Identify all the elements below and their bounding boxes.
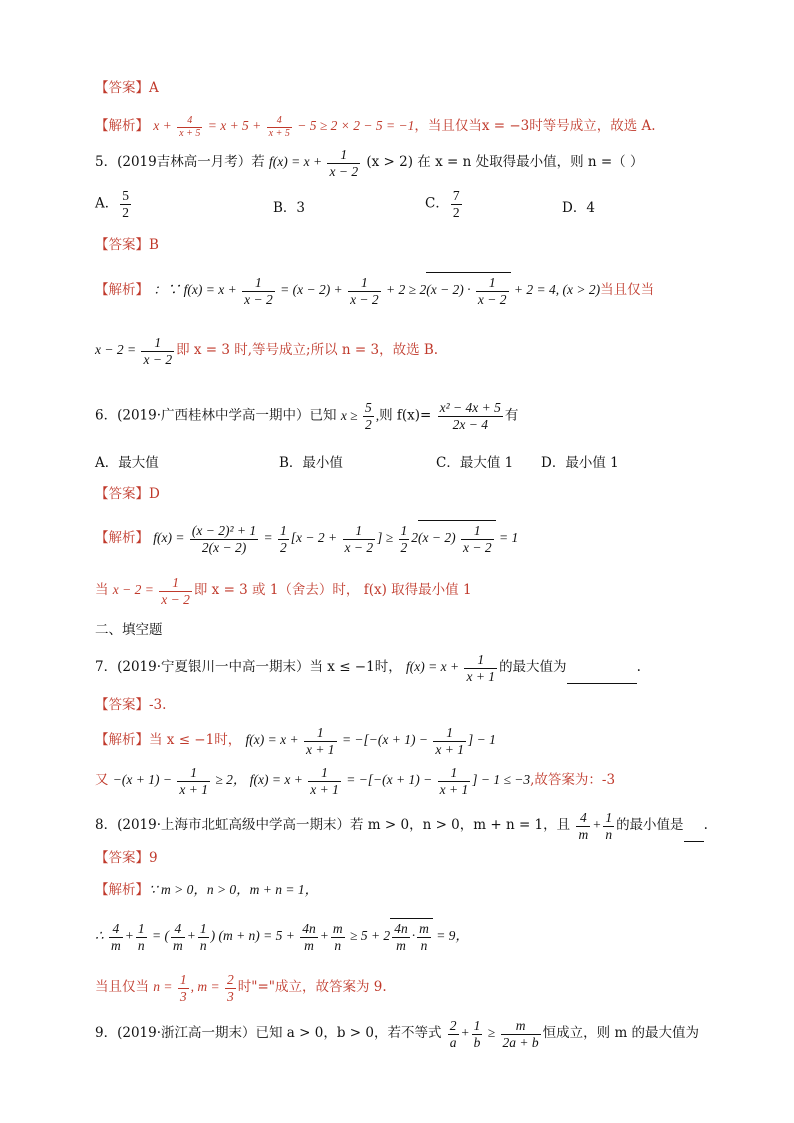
q5-answer — [95, 237, 704, 253]
analysis-tag: 【解析】 — [95, 530, 149, 547]
q5-options — [95, 188, 704, 228]
analysis-tag: 【解析】 — [95, 882, 149, 898]
q6-equality: x − 2 = $\frac{1}{x - 2}$ — [112, 575, 190, 607]
answer-value: -3. — [149, 697, 167, 713]
q6-function: $\frac{\text{x² − 4x + 5}}{2x - 4}$ — [439, 400, 501, 432]
q5-option-c: C． $\frac{7}{2}$ — [425, 188, 460, 220]
q6-derivation: f(x) = $\frac{\text{(x − 2)² + 1}}{2(x - 2)}$ = $\frac{1}{2}$ [x − 2 + $\frac{1}{x - 2}$ ] ≥ $\frac{1}{2}$ 2(x − 2) $\frac{1}{x - 2}$ = 1 — [153, 530, 518, 545]
answer-tag: 【答案】 — [95, 80, 149, 96]
q6-options — [95, 455, 704, 475]
answer-tag: 【答案】 — [95, 850, 149, 866]
q6-line2-prefix: 当 — [95, 582, 109, 599]
q8-stem-prefix: 8．(2019·上海市北虹高级中学高一期末）若 m > 0，n > 0，m + n = 1，且 — [95, 817, 571, 834]
q5-equality: x − 2 = $\frac{1}{x - 2}$ — [95, 335, 173, 367]
answer-value: D — [149, 486, 160, 502]
q4-answer — [95, 80, 704, 96]
q8-stem: 8．(2019·上海市北虹高级中学高一期末）若 m > 0，n > 0，m + n = 1，且 $\frac{4}{m}$ + $\frac{1}{n}$ 的最小值是 . — [95, 810, 708, 842]
q9-stem — [95, 1018, 704, 1050]
q7-derivation1: f(x) = x + $\frac{1}{x + 1}$ = −[−(x + 1) − $\frac{1}{x + 1}$ ] − 1 — [245, 725, 496, 757]
analysis-tag: 【解析】 — [95, 118, 149, 135]
q9-stem-prefix: 9．(2019·浙江高一期末）已知 a > 0，b > 0，若不等式 — [95, 1025, 442, 1042]
q5-analysis-line2 — [95, 335, 704, 367]
q8-line3-tail: 时"="成立，故答案为 9. — [237, 979, 387, 996]
q7-analysis-prefix: 当 x ≤ −1时， — [149, 732, 242, 749]
q4-formula: x + $\frac{4}{x + 5}$ = x + 5 + $\frac{4}{x + 5}$ − 5 ≥ 2 × 2 − 5 = −1 — [153, 115, 415, 139]
q5-analysis-tail2: 即 x = 3 时,等号成立;所以 n = 3，故选 B. — [176, 342, 439, 359]
q9-stem-tail: 恒成立，则 m 的最大值为 — [542, 1025, 700, 1042]
q7-analysis-line2 — [95, 765, 704, 797]
analysis-tag: 【解析】 — [95, 732, 149, 749]
answer-value: B — [149, 237, 159, 253]
q6-line2-tail: 即 x = 3 或 1（舍去）时， f(x) 取得最小值 1 — [193, 582, 472, 599]
q6-option-b: B．最小值 — [279, 455, 343, 471]
q8-analysis-line1-text: ∵ m > 0，n > 0，m + n = 1， — [149, 882, 319, 897]
q5-option-b: B．3 — [273, 200, 306, 216]
q8-stem-tail: 的最小值是 — [616, 817, 684, 834]
q6-option-c: C．最大值 1 — [436, 455, 514, 471]
analysis-tag: 【解析】 — [95, 282, 149, 299]
q8-analysis-line2 — [95, 918, 704, 953]
q9-inequality: $\frac{2}{a}$ + $\frac{1}{b}$ ≥ $\frac{m}{2a + b}$ — [449, 1018, 539, 1050]
q6-analysis-line2 — [95, 575, 704, 607]
q8-analysis-line3 — [95, 972, 704, 1004]
q7-function: f(x) = x + $\frac{1}{x + 1}$ — [406, 652, 496, 684]
q6-answer — [95, 486, 704, 502]
q6-stem-mid: 则 f(x)= — [379, 407, 432, 424]
answer-value: 9 — [149, 850, 158, 866]
answer-tag: 【答案】 — [95, 697, 149, 713]
q6-analysis-line1 — [95, 520, 704, 555]
q7-stem-prefix: 7．(2019·宁夏银川一中高一期末）当 x ≤ −1时， — [95, 659, 402, 676]
q6-stem — [95, 400, 704, 432]
q5-function: f(x) = x + $\frac{1}{x - 2}$ — [269, 147, 359, 179]
q5-option-a: A． $\frac{5}{2}$ — [95, 188, 129, 220]
q8-expression: $\frac{4}{m}$ + $\frac{1}{n}$ — [578, 810, 613, 842]
answer-tag: 【答案】 — [95, 486, 149, 502]
answer-blank[interactable] — [684, 827, 704, 842]
q4-analysis — [95, 115, 704, 139]
q5-stem-prefix: 5．(2019吉林高一月考）若 — [95, 154, 265, 171]
q5-stem-mid: (x > 2) 在 x = n 处取得最小值，则 n =（ ） — [366, 154, 644, 171]
q8-derivation: ∴ $\frac{4}{m}$ + $\frac{1}{n}$ = ( $\frac{4}{m}$ + $\frac{1}{n}$ ) (m + n) = 5 + $\frac{4n}{m}$ + $\frac{m}{n}$ ≥ 5 + 2 $\frac{4n}{m}$ · $\frac{m}{n}$ = 9， — [95, 928, 469, 943]
q5-option-d: D．4 — [562, 200, 595, 216]
q7-line2-prefix: 又 — [95, 772, 109, 789]
section-title: 二、填空题 — [95, 622, 163, 638]
q8-analysis-line1 — [95, 882, 704, 898]
q8-equality: n = $\frac{1}{3}$ , m = $\frac{2}{3}$ — [153, 972, 234, 1004]
q7-line2-tail: ,故答案为：-3 — [530, 772, 616, 789]
q4-analysis-tail: ，当且仅当x = −3时等号成立，故选 A. — [414, 118, 656, 135]
q6-option-d: D．最小值 1 — [541, 455, 619, 471]
answer-tag: 【答案】 — [95, 237, 149, 253]
q8-line3-prefix: 当且仅当 — [95, 979, 149, 996]
answer-value: A — [149, 80, 159, 96]
q7-stem: 7．(2019·宁夏银川一中高一期末）当 x ≤ −1时， f(x) = x + $\frac{1}{x + 1}$ 的最大值为 . — [95, 652, 641, 684]
q5-analysis-line1 — [95, 272, 704, 307]
q7-derivation2: −(x + 1) − $\frac{1}{x + 1}$ ≥ 2， f(x) = x + $\frac{1}{x + 1}$ = −[−(x + 1) − $\frac{1}{x + 1}$ ] − 1 ≤ −3 — [112, 765, 531, 797]
q6-stem-prefix: 6．(2019·广西桂林中学高一期中）已知 — [95, 407, 337, 424]
q6-option-a: A．最大值 — [95, 455, 159, 471]
q5-stem — [95, 147, 704, 179]
q7-answer — [95, 697, 704, 713]
q7-stem-tail: 的最大值为 — [499, 659, 567, 676]
q7-analysis-line1 — [95, 725, 704, 757]
q8-answer — [95, 850, 704, 866]
q6-condition: x ≥ $\frac{5}{2}$ , — [340, 400, 380, 432]
q5-derivation: ：∵ f(x) = x + $\frac{1}{x - 2}$ = (x − 2) + $\frac{1}{x - 2}$ + 2 ≥ 2(x − 2) · $\frac{1}{x - 2}$ + 2 = 4, (x > 2) — [153, 282, 600, 297]
q5-analysis-tail: 当且仅当 — [600, 282, 655, 299]
answer-blank[interactable] — [567, 669, 637, 684]
q6-stem-tail: 有 — [504, 407, 519, 424]
